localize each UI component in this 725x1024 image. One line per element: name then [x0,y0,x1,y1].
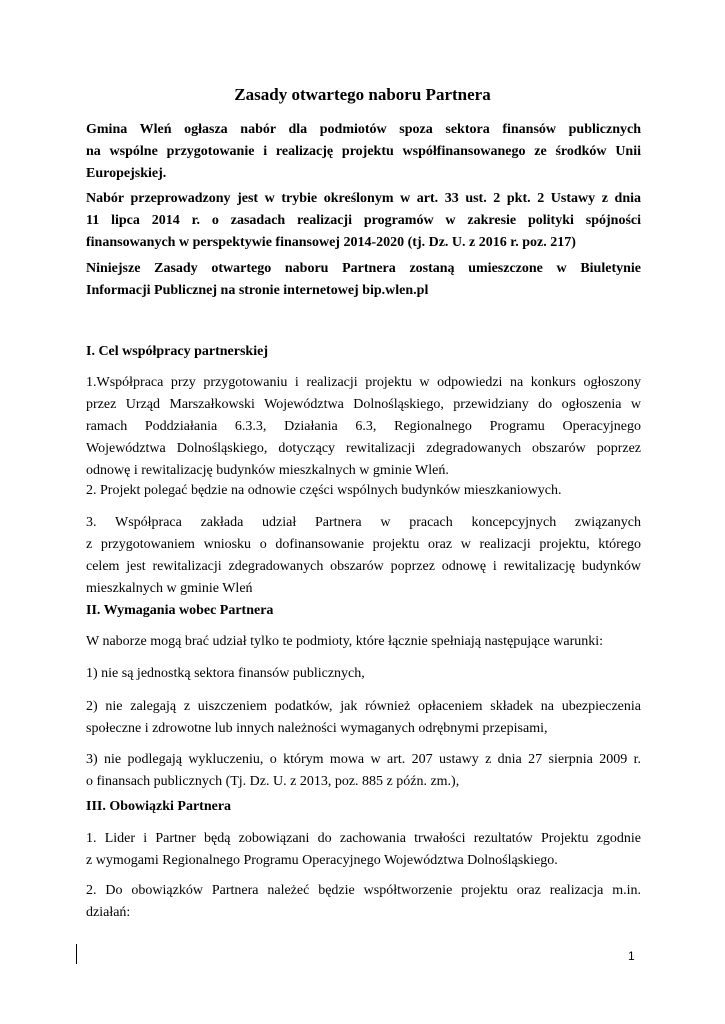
section-2-heading [86,600,641,622]
text-line: 1) nie są jednostką sektora finansów publicznych, [86,666,365,681]
intro-paragraph-1 [86,119,641,185]
text-line: Gmina Wleń ogłasza nabór dla podmiotów spoza sektora finansów publicznych [86,122,641,137]
section-3-paragraph-2 [86,880,641,924]
text-line: na wspólne przygotowanie i realizację projektu współfinansowanego ze środków Unii [86,144,641,159]
text-line: społeczne i zdrowotne lub innych należności wymaganych odrębnymi przepisami, [86,721,548,736]
section-2-item-2 [86,696,641,740]
section-1-paragraph-2 [86,480,641,502]
section-2-intro [86,631,641,653]
text-line: Nabór przeprowadzony jest w trybie określonym w art. 33 ust. 2 pkt. 2 Ustawy z dnia [86,191,641,206]
section-1-paragraph-1 [86,372,641,482]
text-line: W naborze mogą brać udział tylko te podmioty, które łącznie spełniają następujące warunki: [86,634,604,649]
section-1-paragraph-3 [86,512,641,600]
text-line: 3) nie podlegają wykluczeniu, o którym mowa w art. 207 ustawy z dnia 27 sierpnia 2009 r. [86,752,641,767]
intro-paragraph-2 [86,188,641,254]
text-line: 1. Lider i Partner będą zobowiązani do zachowania trwałości rezultatów Projektu zgodnie [86,831,641,846]
text-line: ramach Poddziałania 6.3.3, Działania 6.3, Regionalnego Programu Operacyjnego [86,419,641,434]
text-line: Województwa Dolnośląskiego, dotyczący rewitalizacji zdegradowanych obszarów poprzez [86,441,641,456]
text-line: działań: [86,905,131,920]
intro-paragraph-3 [86,258,641,302]
text-line: z wymogami Regionalnego Programu Operacyjnego Województwa Dolnośląskiego. [86,853,558,868]
text-line: 2. Projekt polegać będzie na odnowie części wspólnych budynków mieszkaniowych. [86,483,562,498]
heading-text: I. Cel współpracy partnerskiej [86,344,268,359]
text-line: celem jest rewitalizacji zdegradowanych obszarów poprzez odnowę i rewitalizację budynków [86,559,641,574]
text-line: odnowę i rewitalizację budynków mieszkalnych w gminie Wleń. [86,463,449,478]
section-3-paragraph-1 [86,828,641,872]
section-3-heading [86,796,641,818]
text-line: z przygotowaniem wniosku o dofinansowanie projektu oraz w realizacji projektu, którego [86,537,641,552]
text-line: 1.Współpraca przy przygotowaniu i realizacji projektu w odpowiedzi na konkurs ogłoszony [86,375,641,390]
page-number: 1 [628,949,635,963]
heading-text: III. Obowiązki Partnera [86,799,232,814]
text-line: 11 lipca 2014 r. o zasadach realizacji programów w zakresie polityki spójności [86,213,641,228]
text-line: przez Urząd Marszałkowski Województwa Dolnośląskiego, przewidziany do ogłoszenia w [86,397,641,412]
text-line: 2. Do obowiązków Partnera należeć będzie współtworzenie projektu oraz realizacja m.in. [86,883,641,898]
section-2-item-1 [86,663,641,685]
section-2-item-3 [86,749,641,793]
section-1-heading [86,341,641,363]
text-line: 3. Współpraca zakłada udział Partnera w pracach koncepcyjnych związanych [86,515,641,530]
text-line: Niniejsze Zasady otwartego naboru Partnera zostaną umieszczone w Biuletynie [86,261,641,276]
heading-text: II. Wymagania wobec Partnera [86,603,274,618]
text-line: Informacji Publicznej na stronie internetowej bip.wlen.pl [86,283,429,298]
footer-divider [76,944,77,964]
document-title: Zasady otwartego naboru Partnera [234,85,491,104]
text-line: o finansach publicznych (Tj. Dz. U. z 2013, poz. 885 z późn. zm.), [86,774,460,789]
text-line: mieszkalnych w gminie Wleń [86,581,253,596]
text-line: finansowanych w perspektywie finansowej 2014-2020 (tj. Dz. U. z 2016 r. poz. 217) [86,235,576,250]
text-line: 2) nie zalegają z uiszczeniem podatków, jak również opłaceniem składek na ubezpieczenia [86,699,641,714]
text-line: Europejskiej. [86,166,167,181]
